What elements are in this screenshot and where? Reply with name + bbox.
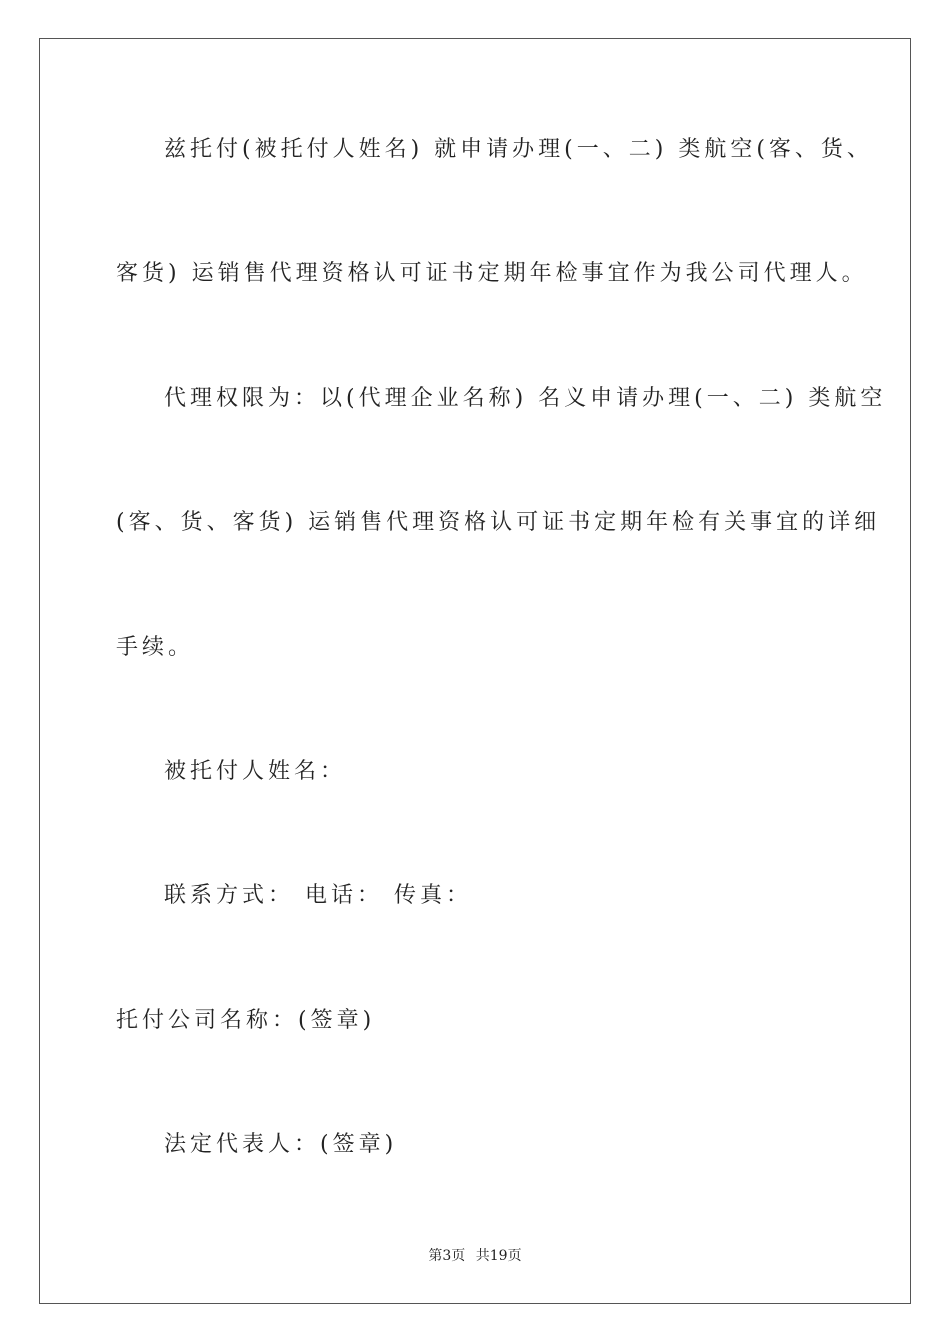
- paragraph-2-line-1: 代理权限为：以(代理企业名称) 名义申请办理(一、二) 类航空: [164, 386, 887, 411]
- agent-name-label: 被托付人姓名：: [164, 759, 347, 784]
- contact-info-label: 联系方式： 电话： 传真：: [164, 883, 472, 908]
- paragraph-1-line-2: 客货) 运销售代理资格认可证书定期年检事宜作为我公司代理人。: [116, 261, 868, 286]
- page-frame: [39, 38, 911, 1304]
- page-footer: [0, 1246, 950, 1266]
- paragraph-2-line-3: 手续。: [116, 635, 195, 660]
- company-name-label: 托付公司名称：(签章): [116, 1008, 376, 1033]
- paragraph-2-line-2: (客、货、客货) 运销售代理资格认可证书定期年检有关事宜的详细: [116, 510, 881, 535]
- page-total: 共19页: [475, 1248, 522, 1264]
- paragraph-1-line-1: 兹托付(被托付人姓名) 就申请办理(一、二) 类航空(客、货、: [164, 137, 873, 162]
- legal-representative-label: 法定代表人：(签章): [164, 1132, 398, 1157]
- page-number: 第3页: [428, 1248, 466, 1264]
